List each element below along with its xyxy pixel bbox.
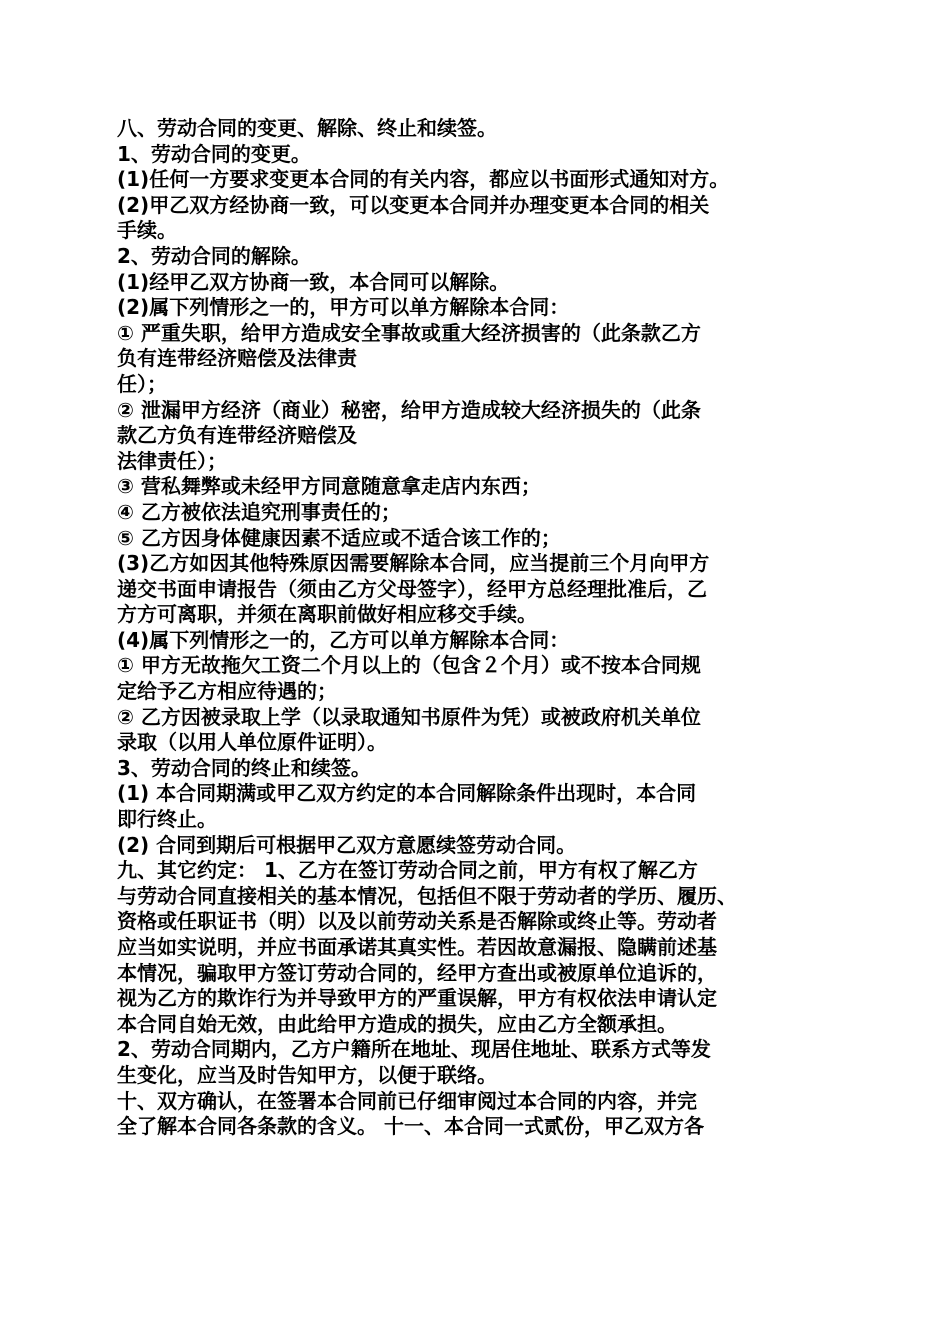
clause-text-line: ② 泄漏甲方经济（商业）秘密，给甲方造成较大经济损失的（此条 [117,397,701,422]
clause-text-line: 视为乙方的欺诈行为并导致甲方的严重误解，甲方有权依法申请认定 [117,986,717,1011]
clause-text-line: 与劳动合同直接相关的基本情况，包括但不限于劳动者的学历、履历、 [117,883,737,908]
section-10-line: 十、双方确认，在签署本合同前已仔细审阅过本合同的内容，并完 [117,1088,697,1113]
clause-text-line: ③ 营私舞弊或未经甲方同意随意拿走店内东西； [117,474,541,499]
clause-text-line: ① 严重失职，给甲方造成安全事故或重大经济损害的（此条款乙方 [117,320,701,345]
clause-text-line: 定给予乙方相应待遇的； [117,679,337,704]
clause-text-line: (2) 合同到期后可根据甲乙双方意愿续签劳动合同。 [117,832,577,857]
clause-text-line: 即行终止。 [117,807,217,832]
clause-text-line: ② 乙方因被录取上学（以录取通知书原件为凭）或被政府机关单位 [117,704,701,729]
section-9-line: 九、其它约定： 1、乙方在签订劳动合同之前，甲方有权了解乙方 [117,858,698,883]
clause-2-heading: 2、劳动合同的解除。 [117,243,311,268]
clause-text-line: (2)甲乙双方经协商一致，可以变更本合同并办理变更本合同的相关 [117,192,710,217]
clause-text-line: (1) 本合同期满或甲乙双方约定的本合同解除条件出现时，本合同 [117,781,697,806]
clause-3-heading: 3、劳动合同的终止和续签。 [117,755,371,780]
document-page [117,116,837,1140]
clause-text-line: (1)经甲乙双方协商一致，本合同可以解除。 [117,269,510,294]
clause-text-line: 资格或任职证书（明）以及以前劳动关系是否解除或终止等。劳动者 [117,909,717,934]
clause-text-line: (1)任何一方要求变更本合同的有关内容，都应以书面形式通知对方。 [117,167,730,192]
clause-text-line: 全了解本合同各条款的含义。 十一、本合同一式贰份，甲乙双方各 [117,1114,704,1139]
clause-text-line: ① 甲方无故拖欠工资二个月以上的（包含２个月）或不按本合同规 [117,653,701,678]
clause-text-line: ⑤ 乙方因身体健康因素不适应或不适合该工作的； [117,525,561,550]
clause-text-line: (3)乙方如因其他特殊原因需要解除本合同，应当提前三个月向甲方 [117,551,710,576]
clause-text-line: 款乙方负有连带经济赔偿及 [117,423,357,448]
clause-text-line: 递交书面申请报告（须由乙方父母签字），经甲方总经理批准后，乙 [117,576,707,601]
clause-text-line: 法律责任）； [117,448,227,473]
clause-1-heading: 1、劳动合同的变更。 [117,141,311,166]
clause-text-line: 本情况，骗取甲方签订劳动合同的，经甲方查出或被原单位追诉的， [117,960,717,985]
clause-text-line: 应当如实说明，并应书面承诺其真实性。若因故意漏报、隐瞒前述基 [117,935,717,959]
clause-text-line: ④ 乙方被依法追究刑事责任的； [117,499,401,524]
section-8-heading: 八、劳动合同的变更、解除、终止和续签。 [117,116,497,140]
clause-text-line: 生变化，应当及时告知甲方，以便于联络。 [117,1062,497,1087]
clause-text-line: (4)属下列情形之一的，乙方可以单方解除本合同： [117,627,570,652]
clause-text-line: 2、劳动合同期内，乙方户籍所在地址、现居住地址、联系方式等发 [117,1037,711,1062]
clause-text-line: 方方可离职，并须在离职前做好相应移交手续。 [117,602,537,627]
clause-text-line: (2)属下列情形之一的，甲方可以单方解除本合同： [117,295,570,320]
clause-text-line: 负有连带经济赔偿及法律责 [117,346,357,371]
clause-text-line: 任）； [117,371,167,396]
clause-text-line: 录取（以用人单位原件证明）。 [117,730,387,755]
clause-text-line: 手续。 [117,218,177,243]
clause-text-line: 本合同自始无效，由此给甲方造成的损失，应由乙方全额承担。 [117,1011,677,1036]
